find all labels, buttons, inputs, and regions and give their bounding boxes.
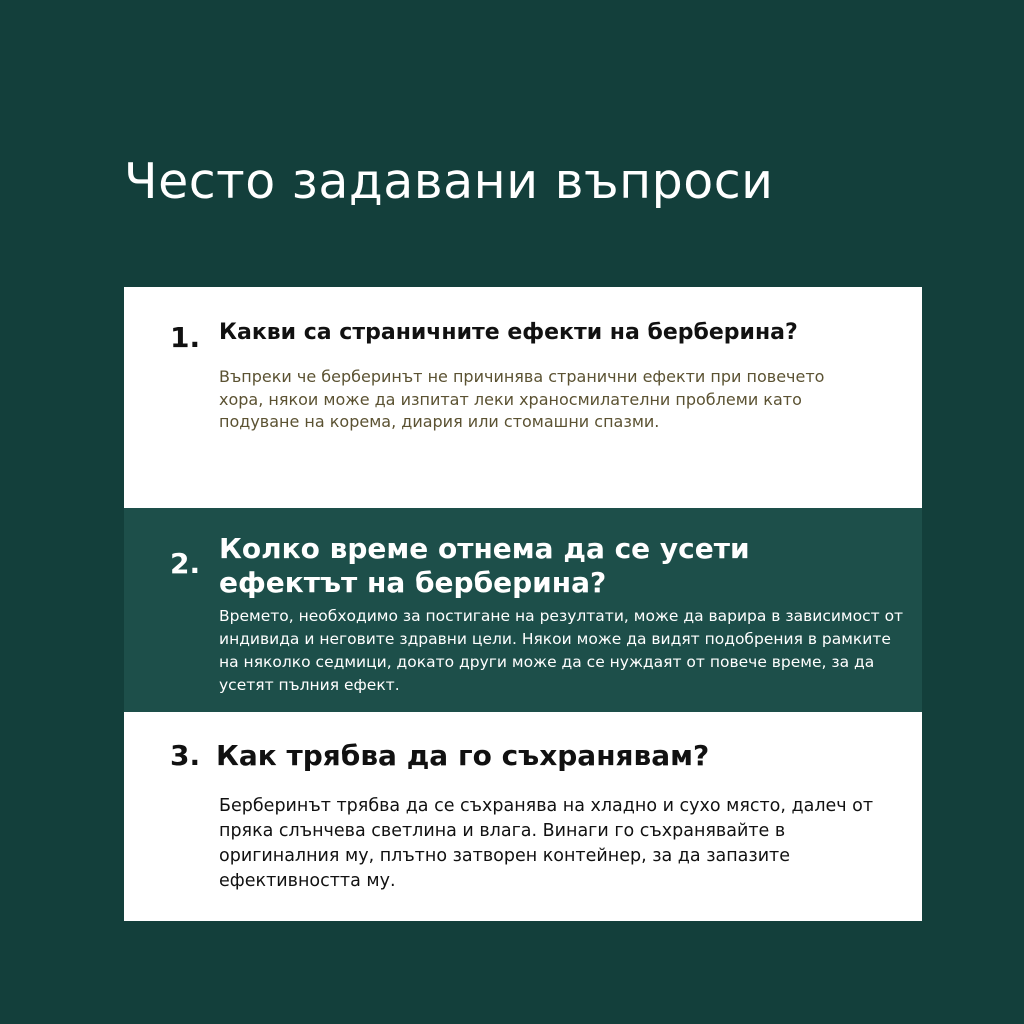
- faq-number: 3.: [170, 739, 201, 772]
- faq-question: Какви са страничните ефекти на берберина?: [219, 320, 798, 345]
- faq-item-side-effects: [124, 287, 922, 508]
- faq-answer: Берберинът трябва да се съхранява на хладно и сухо място, далеч от пряка слънчева светлина и влага. Винаги го съхранявайте в оригиналния му, плътно затворен контейнер, за да запазите ефективността му.: [219, 796, 874, 891]
- faq-item-time-to-effect: [124, 508, 922, 712]
- faq-answer: Въпреки че берберинът не причинява странични ефекти при повечето хора, някои може да изпитат леки храносмилателни проблеми като подуване на корема, диария или стомашни спазми.: [219, 367, 825, 431]
- faq-list: [124, 287, 922, 921]
- faq-question: Как трябва да го съхранявам?: [216, 739, 710, 772]
- faq-question: Колко време отнема да се усети ефектът на берберина?: [219, 532, 750, 599]
- faq-number: 1.: [170, 321, 201, 354]
- page-title: Често задавани въпроси: [124, 153, 774, 210]
- faq-number: 2.: [170, 547, 201, 580]
- faq-item-storage: [124, 712, 922, 921]
- faq-answer: Времето, необходимо за постигане на резултати, може да варира в зависимост от индивида и неговите здравни цели. Някои може да видят подобрения в рамките на няколко седмици, докато други може да се нуждаят от повече време, за да усетят пълния ефект.: [219, 607, 904, 694]
